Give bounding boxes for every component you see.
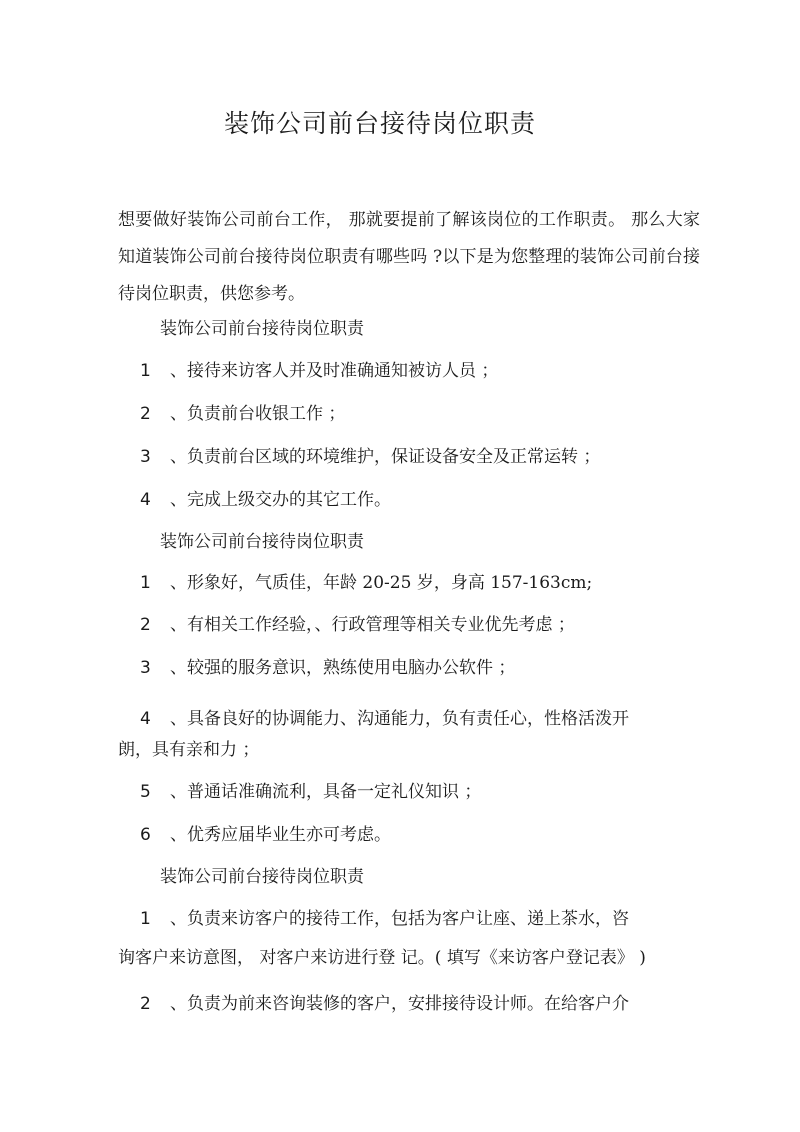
list-item [140,359,498,383]
list-item-text: 、具备良好的协调能力、沟通能力，负有责任心，性格活泼开 [170,709,629,729]
list-item-text: 、形象好，气质佳，年龄 20-25 岁，身高 157-163cm; [170,573,593,593]
section-heading: 装饰公司前台接待岗位职责 [160,319,364,339]
list-item [140,992,629,1016]
list-item-number: 5 [140,782,151,802]
list-item-text: 、普通话准确流利，具备一定礼仪知识 ； [170,782,482,802]
list-item-text: 、完成上级交办的其它工作。 [170,490,391,510]
list-item [140,823,391,847]
list-item-text: 、较强的服务意识，熟练使用电脑办公软件 ； [170,658,516,678]
list-item [140,613,575,637]
list-item-text: 、有相关工作经验，、行政管理等相关专业优先考虑 ； [170,615,575,635]
document-title: 装饰公司前台接待岗位职责 [223,109,536,138]
list-item-number: 2 [140,615,151,635]
list-item [140,907,629,931]
list-item-number: 1 [140,361,151,381]
section-heading: 装饰公司前台接待岗位职责 [160,532,364,552]
list-item-number: 3 [140,658,151,678]
list-item-text: 、负责前台区域的环境维护，保证设备安全及正常运转 ； [170,447,601,467]
list-item-number: 6 [140,825,151,845]
list-item-continuation: 朗，具有亲和力 ； [118,740,260,760]
list-item-text: 、负责前台收银工作 ； [170,404,346,424]
list-item-text: 、负责为前来咨询装修的客户，安排接待设计师。在给客户介 [170,994,629,1014]
list-item-text: 、接待来访客人并及时准确通知被访人员 ； [170,361,499,381]
list-item [140,571,592,595]
list-item-number: 2 [140,994,151,1014]
list-item [140,445,600,469]
list-item [140,707,629,731]
list-item [140,656,515,680]
list-item-text: 、优秀应届毕业生亦可考虑。 [170,825,391,845]
intro-paragraph: 想要做好装饰公司前台工作， 那就要提前了解该岗位的工作职责。 那么大家知道装饰公司前台接待岗位职责有哪些吗 ?以下是为您整理的装饰公司前台接待岗位职责，供您参考。 [118,210,700,304]
list-item [140,780,481,804]
list-item-number: 4 [140,490,151,510]
list-item [140,402,345,426]
section-heading: 装饰公司前台接待岗位职责 [160,867,364,887]
list-item-continuation: 询客户来访意图， 对客户来访进行登 记。( 填写《来访客户登记表》 ) [118,948,646,968]
list-item-number: 1 [140,909,151,929]
list-item [140,488,391,512]
list-item-text: 、负责来访客户的接待工作，包括为客户让座、递上茶水，咨 [170,909,629,929]
list-item-number: 3 [140,447,151,467]
list-item-number: 2 [140,404,151,424]
list-item-number: 4 [140,709,151,729]
list-item-number: 1 [140,573,151,593]
